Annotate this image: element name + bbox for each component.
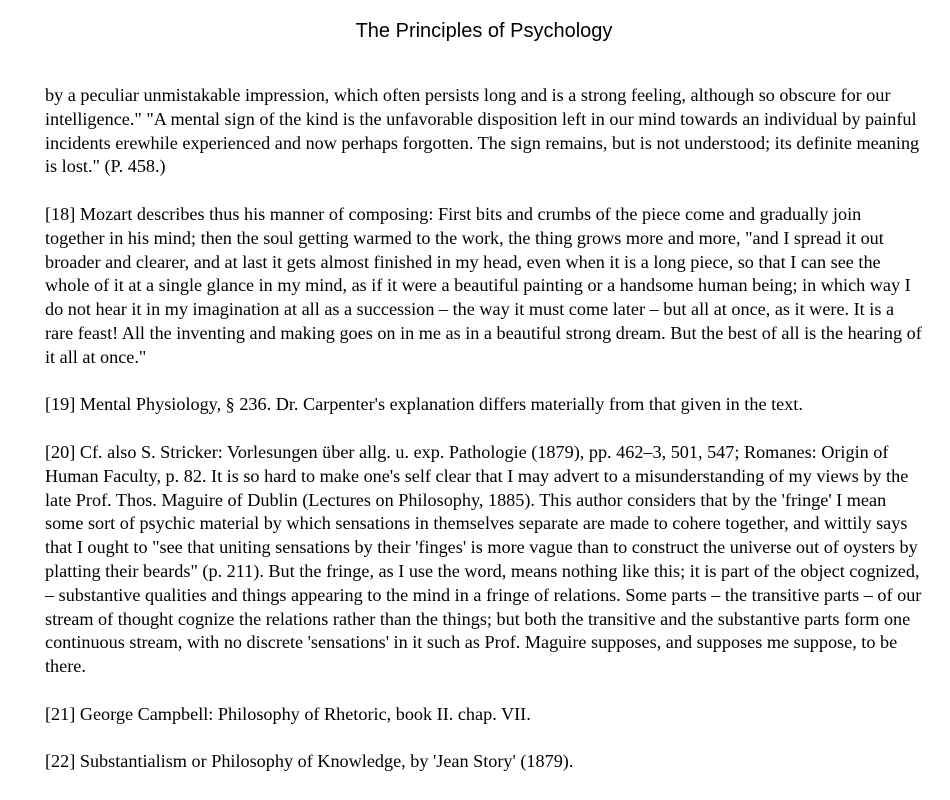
document-body	[45, 84, 925, 798]
page-title: The Principles of Psychology	[355, 20, 613, 42]
footnote-22: [22] Substantialism or Philosophy of Knowledge, by 'Jean Story' (1879).	[45, 751, 574, 772]
paragraph-continuation: by a peculiar unmistakable impression, which often persists long and is a strong feeling, although so obscure for our intelligence." "A mental sign of the kind is the unfavorable disposition left in our mind towards an individual by painful incidents erewhile experienced and now perhaps forgotten. The sign remains, but is not understood; its definite meaning is lost." (P. 458.)	[45, 85, 920, 177]
footnote-18: [18] Mozart describes thus his manner of composing: First bits and crumbs of the piece come and gradually join together in his mind; then the soul getting warmed to the work, the thing grows more and more, "and I spread it out broader and clearer, and at last it gets almost finished in my head, even when it is a long piece, so that I can see the whole of it at a single glance in my mind, as if it were a beautiful painting or a handsome human being; in which way I do not hear it in my imagination at all as a succession – the way it must come later – but all at once, as it were. It is a rare feast! All the inventing and making goes on in me as in a beautiful strong dream. But the best of all is the hearing of it all at once."	[45, 203, 922, 367]
footnote-21: [21] George Campbell: Philosophy of Rhetoric, book II. chap. VII.	[45, 703, 531, 724]
footnote-20: [20] Cf. also S. Stricker: Vorlesungen über allg. u. exp. Pathologie (1879), pp. 462–3, 501, 547; Romanes: Origin of Human Faculty, p. 82. It is so hard to make one's self clear that I may advert to a misunderstanding of my views by the late Prof. Thos. Maguire of Dublin (Lectures on Philosophy, 1885). This author considers that by the 'fringe' I mean some sort of psychic material by which sensations in themselves separate are made to cohere together, and wittily says that I ought to "see that uniting sensations by their 'finges' is more vague than to construct the universe out of oysters by platting their beards" (p. 211). But the fringe, as I use the word, means nothing like this; it is part of the object cognized, – substantive qualities and things appearing to the mind in a fringe of relations. Some parts – the transitive parts – of our stream of thought cognize the relations rather than the things; but both the transitive and the substantive parts form one continuous stream, with no discrete 'sensations' in it such as Prof. Maguire supposes, and supposes me suppose, to be there.	[45, 441, 922, 677]
footnote-19: [19] Mental Physiology, § 236. Dr. Carpenter's explanation differs materially from that given in the text.	[45, 394, 803, 415]
